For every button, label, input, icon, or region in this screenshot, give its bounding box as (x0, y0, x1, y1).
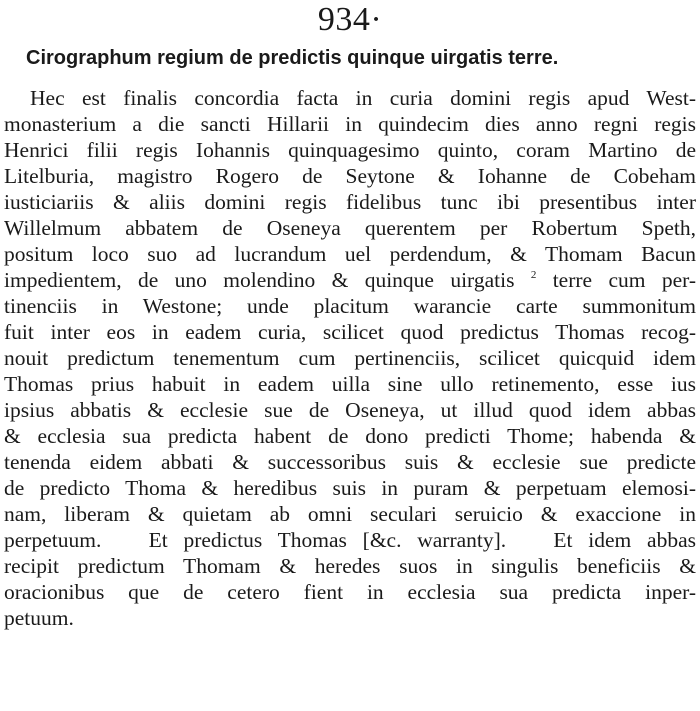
page-number: 934· (317, 1, 383, 38)
text-line: ipsius abbatis & ecclesie sue de Oseneya, ut illud quod idem abbas (4, 398, 696, 422)
text-line: positum loco suo ad lucrandum uel perdendum, & Thomam Bacun (4, 242, 696, 266)
text-line: de predicto Thoma & heredibus suis in puram & perpetuam elemosi- (4, 476, 696, 500)
text-line: petuum. (4, 606, 74, 630)
text-line: tenenda eidem abbati & successoribus suis & ecclesie sue predicte (4, 450, 696, 474)
text-line: fuit inter eos in eadem curia, scilicet quod predictus Thomas recog- (4, 320, 696, 344)
text-line: tinenciis in Westone; unde placitum warancie carte summonitum (4, 294, 696, 318)
text-line: Thomas prius habuit in eadem uilla sine ullo retinemento, esse ius (4, 372, 696, 396)
text-line: Litelburia, magistro Rogero de Seytone & Iohanne de Cobeham (4, 164, 696, 188)
text-line-with-footnote (4, 267, 696, 293)
text-line: nam, liberam & quietam ab omni seculari seruicio & exaccione in (4, 502, 696, 526)
text-line: oracionibus que de cetero fient in ecclesia sua predicta inper- (4, 580, 696, 604)
body-paragraph (4, 85, 696, 631)
footnote-marker[interactable]: 2 (530, 269, 537, 281)
text-line: Willelmum abbatem de Oseneya querentem per Robertum Speth, (4, 216, 696, 240)
text-line: nouit predictum tenementum cum pertinenciis, scilicet quicquid idem (4, 346, 696, 370)
text-line: perpetuum. Et predictus Thomas [&c. warranty]. Et idem abbas (4, 528, 696, 552)
document-heading: Cirographum regium de predictis quinque uirgatis terre. (26, 47, 559, 69)
text-segment: impedientem, de uno molendino & quinque uirgatis (4, 268, 515, 292)
text-line: monasterium a die sancti Hillarii in quindecim dies anno regni regis (4, 112, 696, 136)
text-segment: terre cum per- (536, 268, 697, 292)
text-line: Henrici filii regis Iohannis quinquagesimo quinto, coram Martino de (4, 138, 696, 162)
text-line: Hec est finalis concordia facta in curia domini regis apud West- (30, 86, 696, 110)
text-line: recipit predictum Thomam & heredes suos in singulis beneficiis & (4, 554, 696, 578)
text-line: & ecclesia sua predicta habent de dono predicti Thome; habenda & (4, 424, 696, 448)
text-line: iusticiariis & aliis domini regis fidelibus tunc ibi presentibus inter (4, 190, 696, 214)
